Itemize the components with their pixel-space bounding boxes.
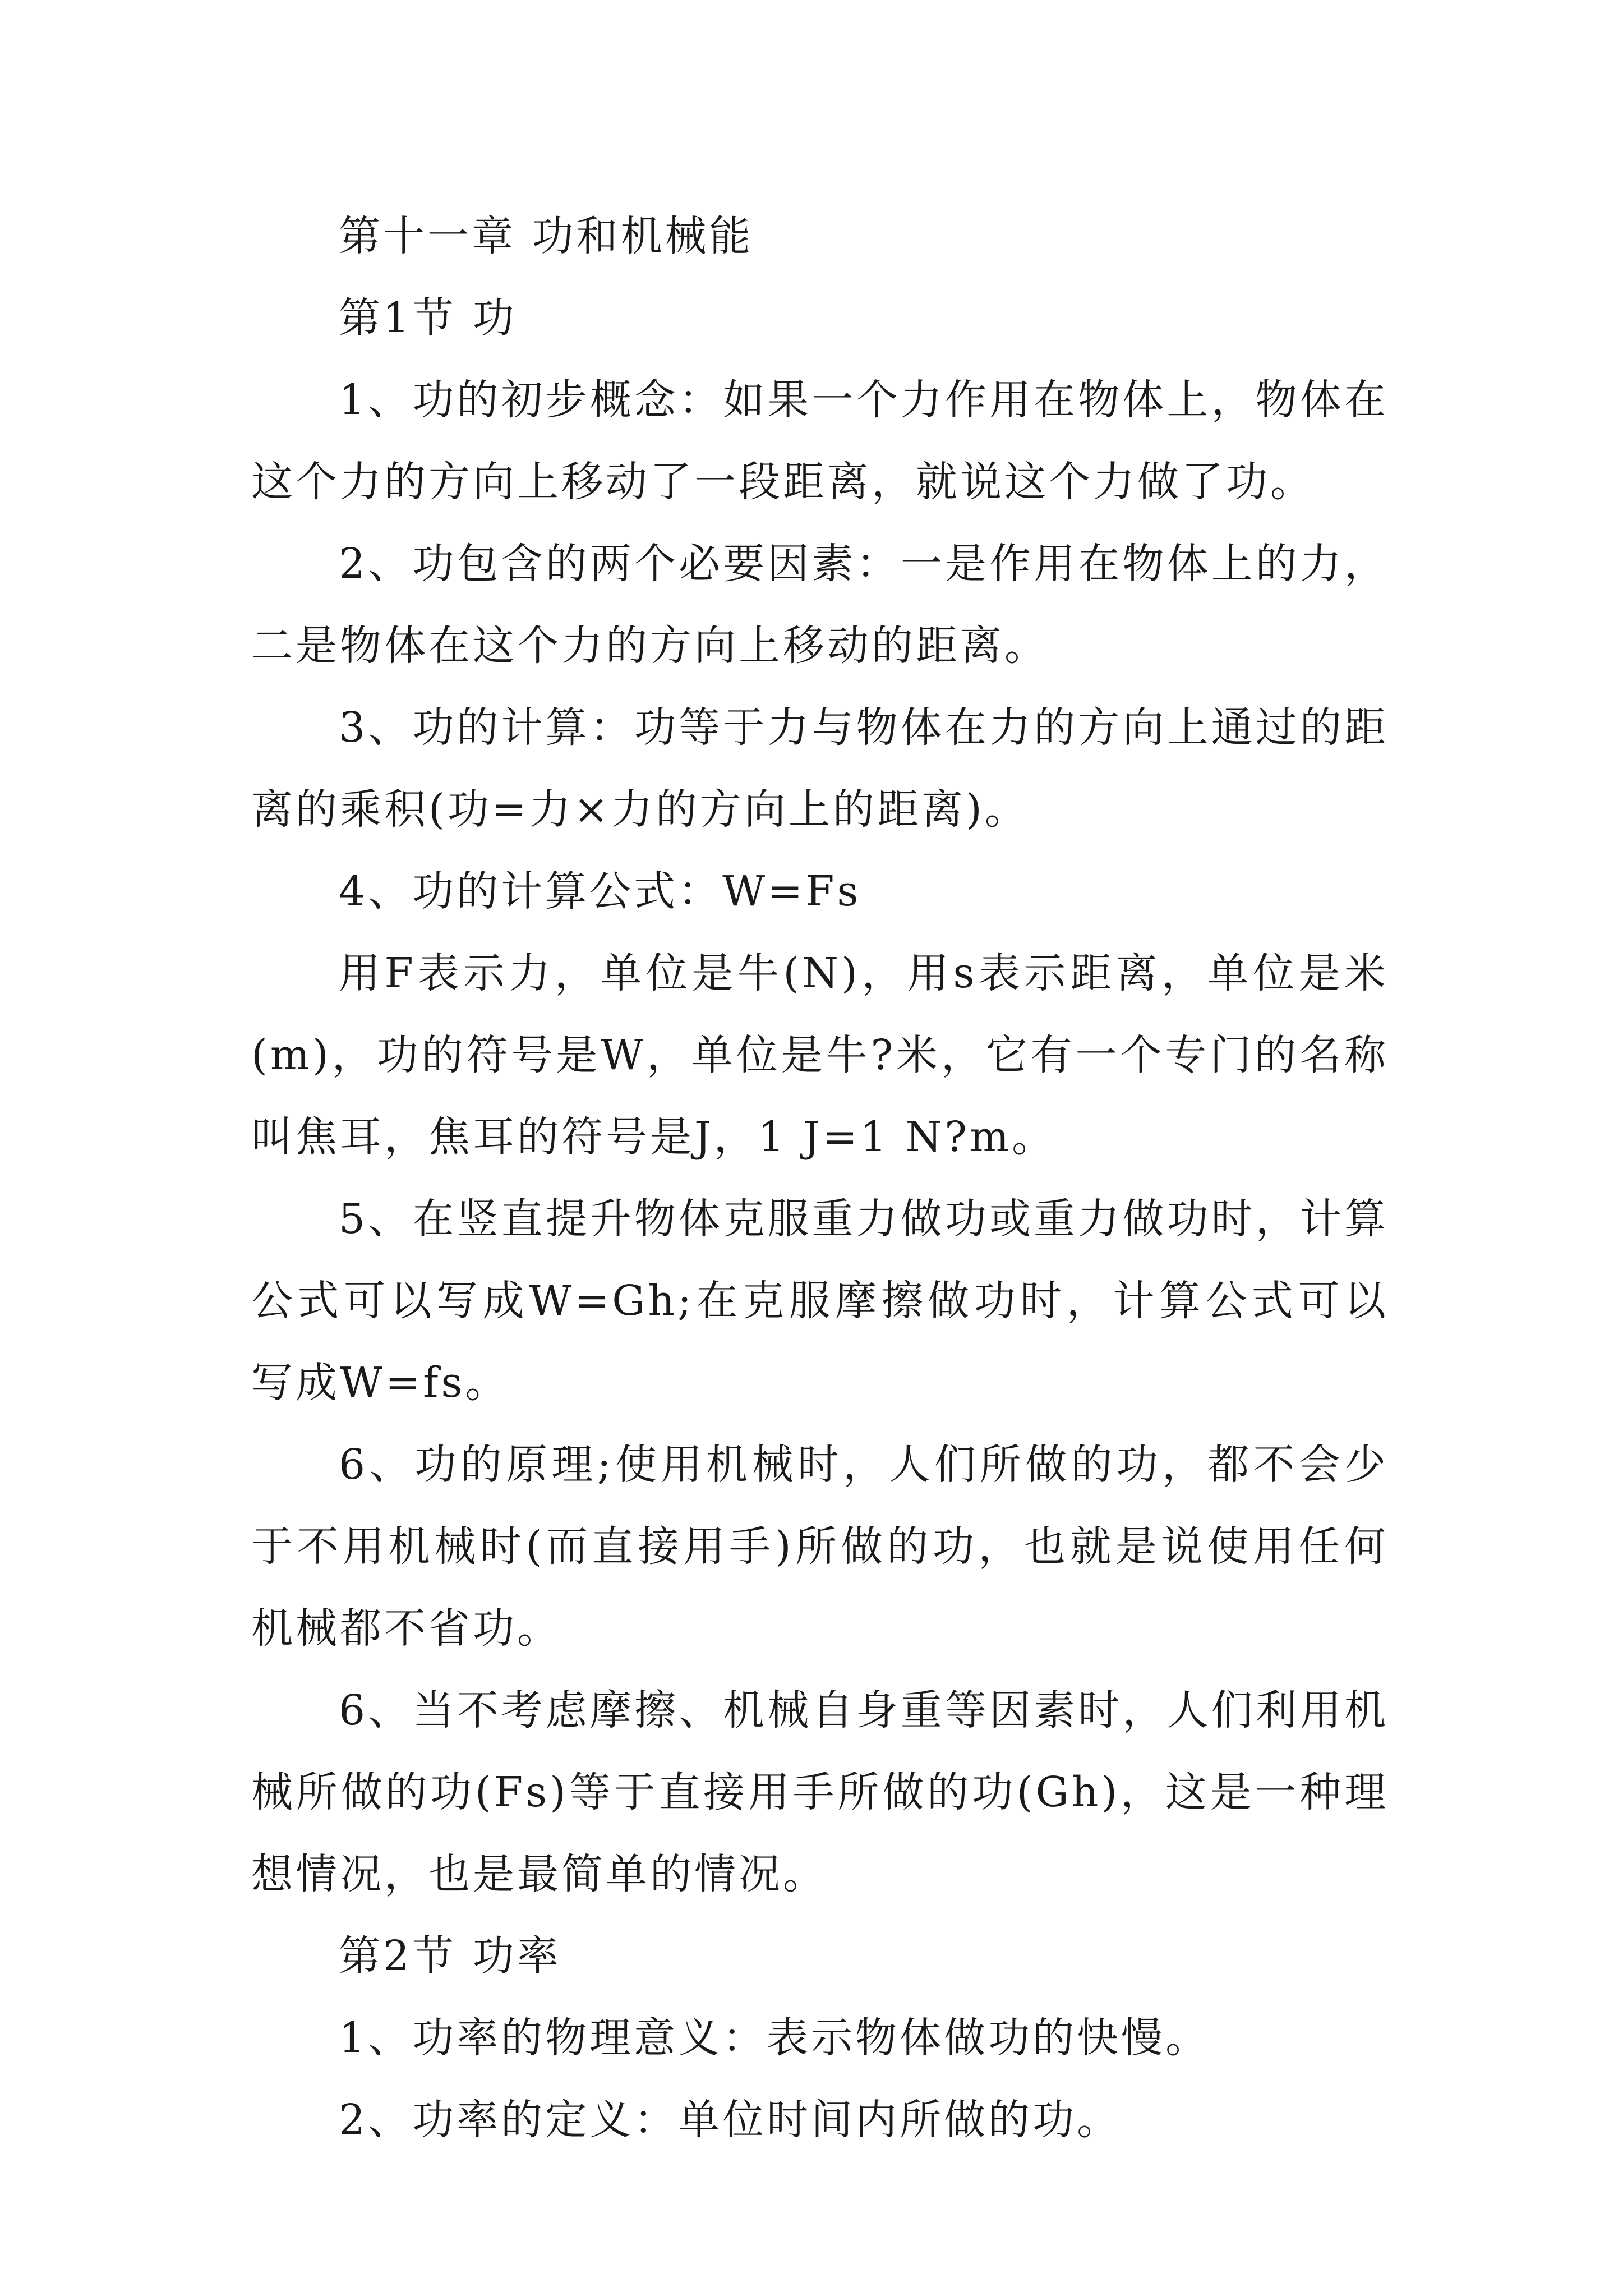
paragraph: 1、功率的物理意义：表示物体做功的快慢。: [339, 2014, 1210, 2062]
paragraph: 2、功包含的两个必要因素：一是作用在物体上的力，二是物体在这个力的方向上移动的距离。: [251, 540, 1389, 670]
section-title: 第2节 功率: [339, 1932, 561, 1980]
paragraph: 5、在竖直提升物体克服重力做功或重力做功时，计算公式可以写成W=Gh;在克服摩擦做功时，计算公式可以写成W=fs。: [251, 1195, 1389, 1407]
chapter-title: 第十一章 功和机械能: [339, 212, 754, 260]
paragraph: 2、功率的定义：单位时间内所做的功。: [339, 2096, 1122, 2144]
paragraph: 用F表示力，单位是牛(N)，用s表示距离，单位是米(m)，功的符号是W，单位是牛?米，它有一个专门的名称叫焦耳，焦耳的符号是J，1 J=1 N?m。: [251, 949, 1389, 1161]
paragraph: 6、功的原理;使用机械时，人们所做的功，都不会少于不用机械时(而直接用手)所做的功，也就是说使用任何机械都不省功。: [251, 1441, 1389, 1653]
section-title: 第1节 功: [339, 294, 517, 342]
paragraph: 4、功的计算公式：W=Fs: [339, 867, 861, 915]
paragraph: 6、当不考虑摩擦、机械自身重等因素时，人们利用机械所做的功(Fs)等于直接用手所做的功(Gh)，这是一种理想情况，也是最简单的情况。: [251, 1686, 1389, 1898]
paragraph: 1、功的初步概念：如果一个力作用在物体上，物体在这个力的方向上移动了一段距离，就说这个力做了功。: [251, 376, 1389, 506]
document-body: [251, 195, 1389, 2161]
paragraph: 3、功的计算：功等于力与物体在力的方向上通过的距离的乘积(功=力×力的方向上的距离)。: [251, 703, 1389, 834]
